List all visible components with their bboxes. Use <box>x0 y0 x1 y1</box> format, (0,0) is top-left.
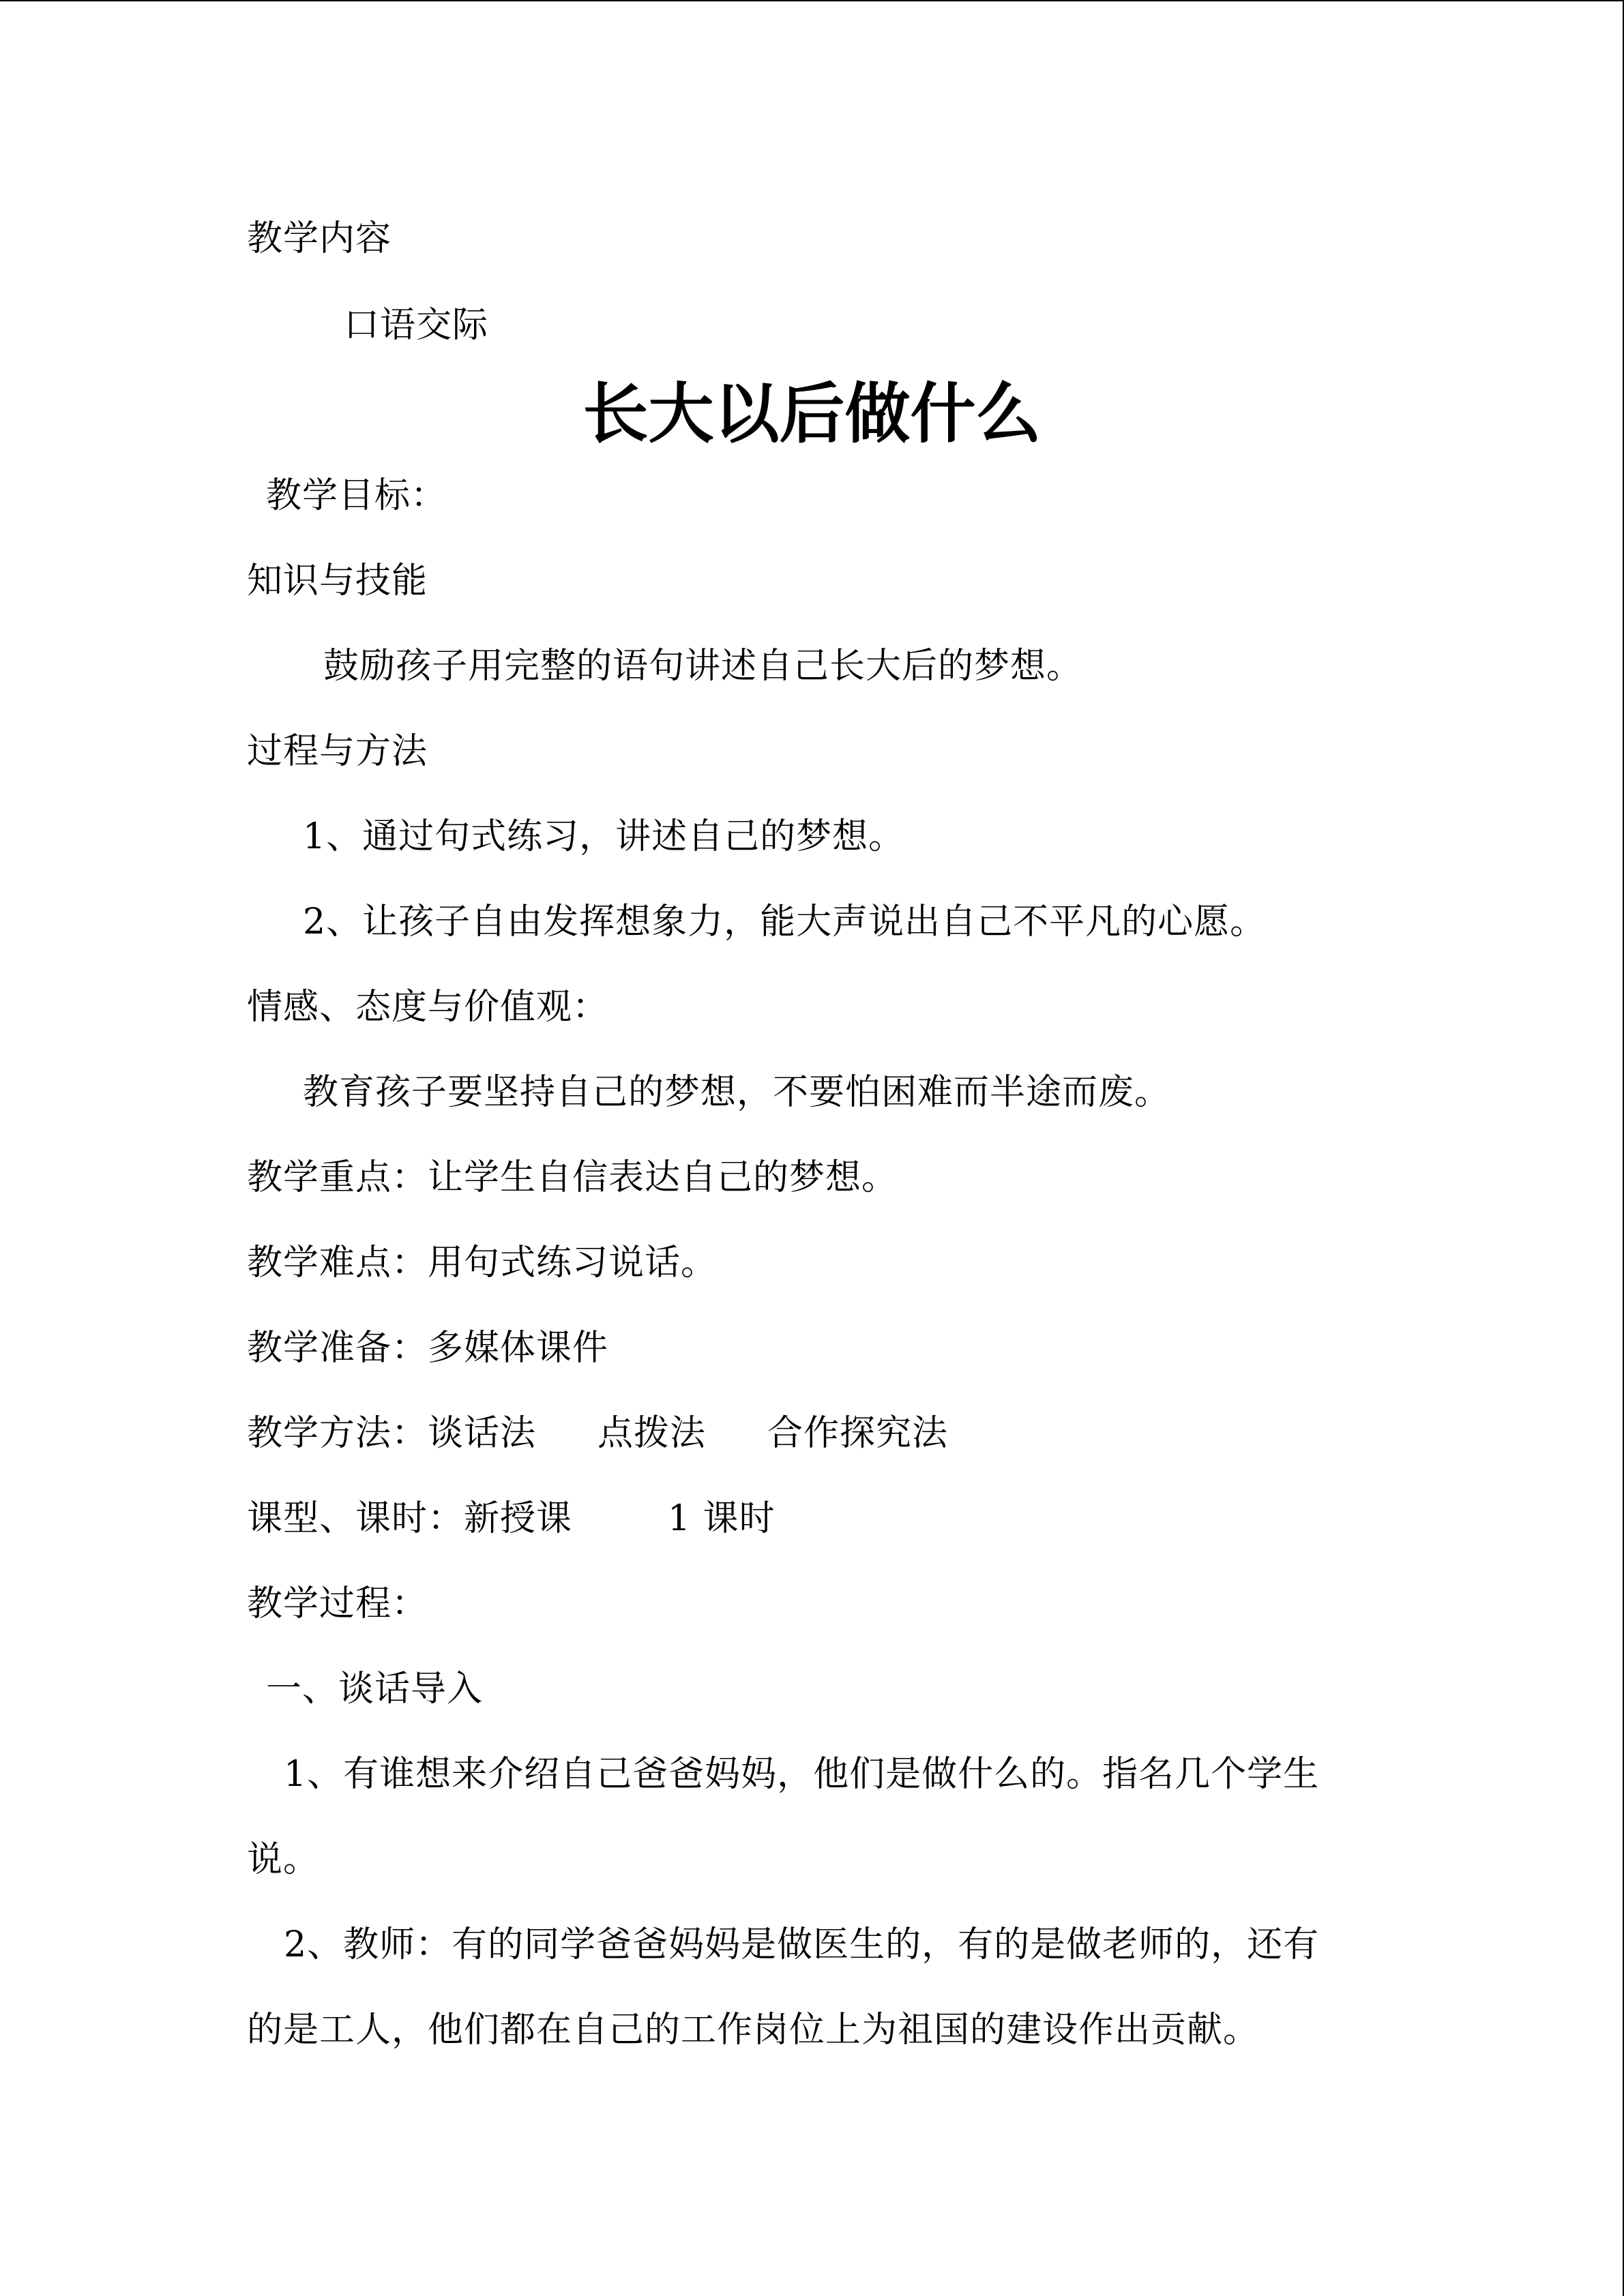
teaching-methods-row <box>247 1410 948 1457</box>
process-item-1: 1、通过句式练习，讲述自己的梦想。 <box>303 816 905 857</box>
document-title: 长大以后做什么 <box>582 376 1042 452</box>
method-2: 点拨法 <box>597 1413 707 1454</box>
topic-text: 口语交际 <box>344 305 489 346</box>
knowledge-skills-text: 鼓励孩子用完整的语句讲述自己长大后的梦想。 <box>323 646 1083 687</box>
step-2-line-2: 的是工人，他们都在自己的工作岗位上为祖国的建设作出贡献。 <box>247 2010 1260 2051</box>
section-1-heading: 一、谈话导入 <box>266 1669 484 1710</box>
lesson-type: 新授课 <box>464 1498 573 1539</box>
process-label: 教学过程： <box>247 1583 428 1624</box>
step-1-line-1: 1、有谁想来介绍自己爸爸妈妈，他们是做什么的。指名几个学生 <box>284 1754 1320 1795</box>
methods-label: 教学方法： <box>247 1413 428 1454</box>
emotion-label: 情感、态度与价值观： <box>247 987 609 1028</box>
lesson-type-row <box>247 1495 776 1542</box>
preparation: 教学准备：多媒体课件 <box>247 1328 609 1369</box>
process-methods-label: 过程与方法 <box>247 731 428 772</box>
method-1: 谈话法 <box>428 1413 537 1454</box>
method-3: 合作探究法 <box>767 1413 949 1454</box>
teaching-content-label: 教学内容 <box>247 218 392 259</box>
difficulty: 教学难点：用句式练习说话。 <box>247 1242 718 1283</box>
step-1-line-2: 说。 <box>247 1839 320 1880</box>
step-2-line-1: 2、教师：有的同学爸爸妈妈是做医生的，有的是做老师的，还有 <box>284 1924 1320 1965</box>
objectives-label: 教学目标： <box>266 475 447 516</box>
process-item-2: 2、让孩子自由发挥想象力，能大声说出自己不平凡的心愿。 <box>303 901 1267 942</box>
lesson-hours: 1 课时 <box>668 1498 776 1539</box>
key-point: 教学重点：让学生自信表达自己的梦想。 <box>247 1157 898 1198</box>
emotion-text: 教育孩子要坚持自己的梦想，不要怕困难而半途而废。 <box>303 1072 1171 1113</box>
lesson-type-label: 课型、课时： <box>247 1498 464 1539</box>
knowledge-skills-label: 知识与技能 <box>247 561 428 601</box>
